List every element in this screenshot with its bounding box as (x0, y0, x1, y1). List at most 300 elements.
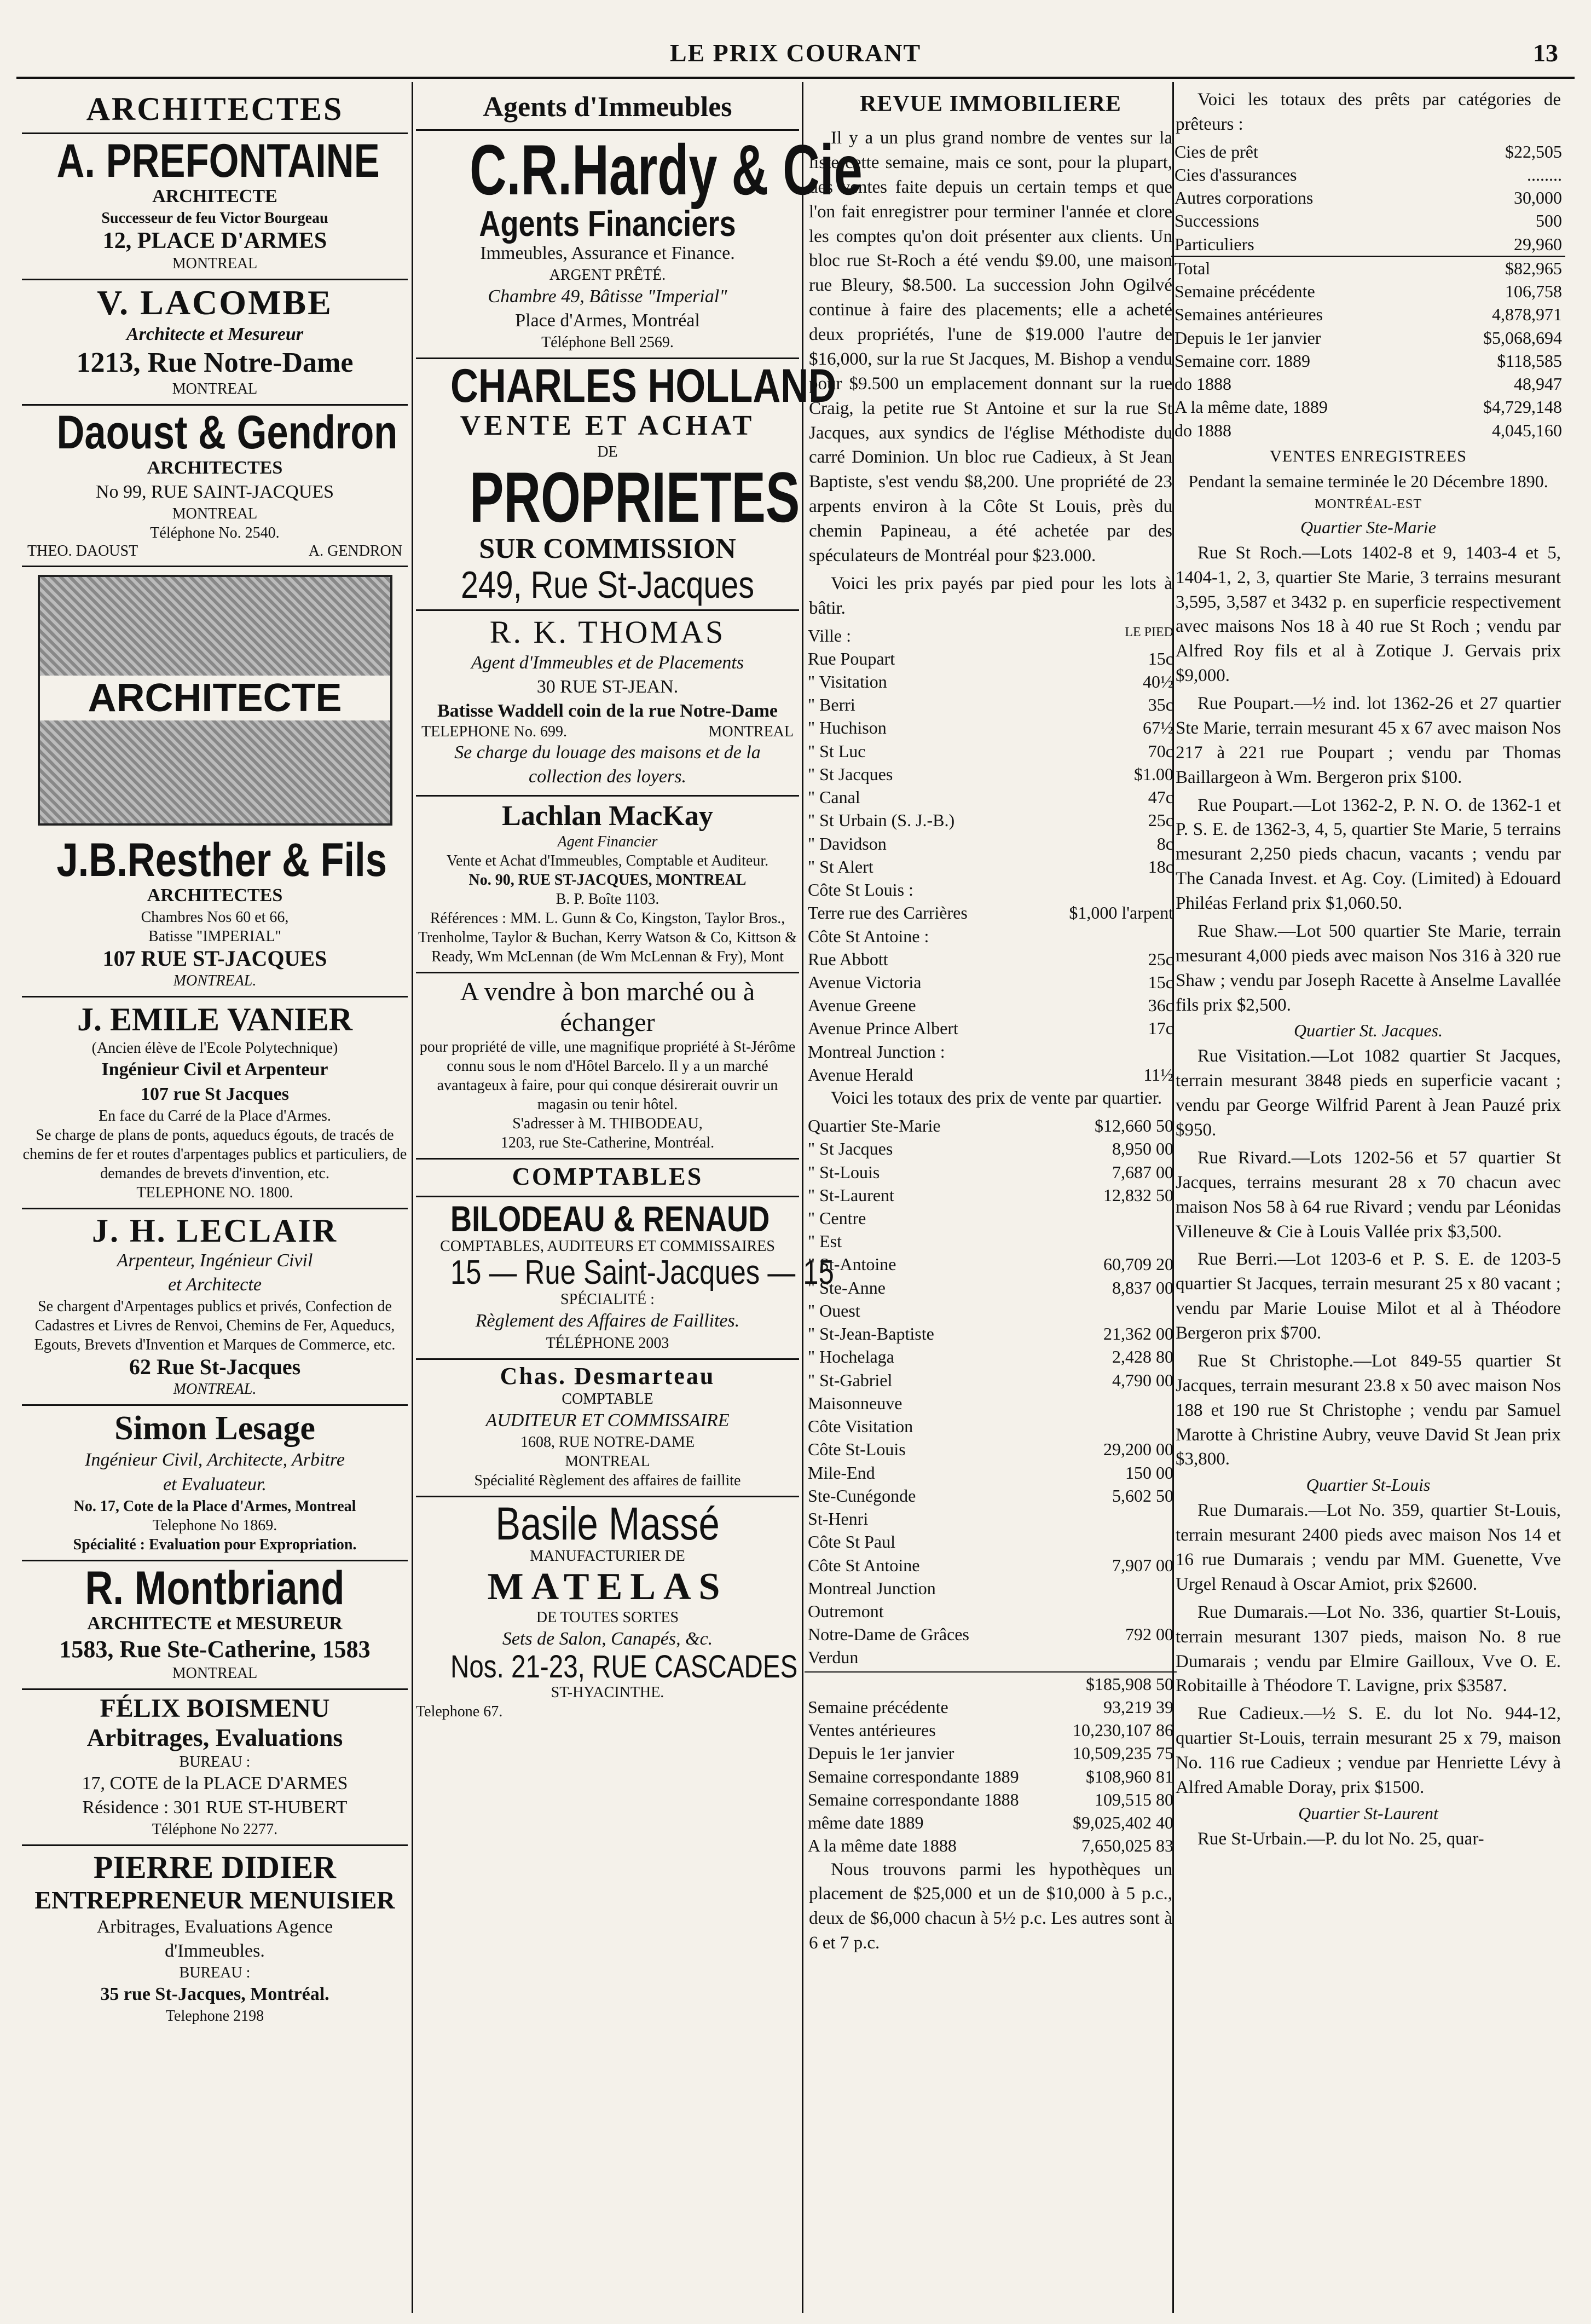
ad-mackay (416, 797, 799, 974)
table-row (805, 1461, 1177, 1484)
row-label: Depuis le 1er janvier (1175, 327, 1321, 348)
ad-phone: Telephone 2198 (165, 2008, 264, 2025)
row-value: 40½ (1143, 671, 1173, 691)
row-value: 60,709 20 (1103, 1254, 1173, 1275)
row-value: 150 00 (1125, 1462, 1173, 1483)
row-value: 8,837 00 (1112, 1277, 1173, 1297)
row-label: " Ouest (808, 1300, 860, 1320)
row-value: 93,219 39 (1103, 1697, 1173, 1717)
period-line: Pendant la semaine terminée le 20 Décembre 1890. (1188, 471, 1548, 491)
row-value: $22,505 (1505, 141, 1562, 162)
ad-line: BUREAU : (179, 1753, 251, 1771)
ad-resther (22, 833, 408, 997)
ad-address: 1213, Rue Notre-Dame (76, 347, 354, 379)
ad-line: Ingénieur Civil, Architecte, Arbitre (85, 1450, 345, 1470)
row-label: " St-Laurent (808, 1185, 894, 1205)
row-value: 7,687 00 (1112, 1162, 1173, 1182)
row-label: do 1888 (1175, 420, 1231, 440)
table-row (1171, 303, 1565, 326)
row-value: 500 (1536, 211, 1562, 231)
row-value: ........ (1527, 164, 1562, 184)
sales-totals-table (805, 1671, 1177, 1858)
row-label: Autres corporations (1175, 188, 1314, 208)
row-value: 21,362 00 (1103, 1324, 1173, 1344)
ad-daoust-gendron (22, 406, 408, 567)
row-value: 109,515 80 (1095, 1789, 1173, 1809)
table-row (805, 1137, 1177, 1160)
ad-name: Daoust & Gendron (56, 406, 398, 459)
section-heading-comptables (416, 1160, 799, 1198)
table-row (805, 1369, 1177, 1392)
table-row (1171, 372, 1565, 395)
row-value: $12,660 50 (1095, 1116, 1173, 1136)
table-row (805, 1719, 1177, 1741)
ad-line: En face du Carré de la Place d'Armes. (99, 1107, 331, 1124)
ad-holland (416, 359, 837, 611)
row-label: A la même date, 1889 (1175, 397, 1328, 417)
ad-prefontaine (22, 134, 408, 280)
section-heading-agents (416, 88, 799, 131)
ad-vanier (22, 997, 408, 1209)
ad-line: AUDITEUR ET COMMISSAIRE (485, 1410, 730, 1431)
ad-city: MONTREAL (172, 1664, 258, 1682)
row-value: $4,729,148 (1483, 397, 1562, 417)
row-label: " Berri (808, 695, 855, 715)
quarter-heading: Quartier Ste-Marie (1300, 517, 1436, 537)
row-label: " St-Gabriel (808, 1370, 893, 1390)
table-row (805, 1345, 1177, 1368)
row-label: Maisonneuve (808, 1393, 902, 1413)
ad-line: Vente et Achat d'Immeubles, Comptable et Auditeur. (446, 852, 769, 870)
table-row (1171, 256, 1565, 280)
ad-line: DE (597, 443, 618, 461)
ad-city: ST-HYACINTHE. (551, 1684, 664, 1702)
ad-line: Se chargent d'Arpentages publics et privés, Confection de Cadastres et Livres de Renvoi, Chemins de Fer, Aqueducs, Egouts, Brevets d'Invention et Marques de Commerce, etc. (34, 1298, 396, 1354)
row-label: Cies de prêt (1175, 141, 1258, 162)
table-row (805, 1392, 1177, 1415)
table-row (805, 786, 1177, 809)
table-row (805, 1741, 1177, 1764)
table-row (805, 1438, 1177, 1461)
ad-phone: TÉLÉPHONE 2003 (546, 1334, 669, 1352)
ad-name: J. H. LECLAIR (91, 1212, 338, 1249)
table-row (805, 1672, 1177, 1696)
table-row (805, 670, 1177, 693)
ad-name: Basile Massé (495, 1498, 720, 1550)
ad-banner: MATELAS (487, 1566, 728, 1608)
ad-title: Agents Financiers (479, 203, 736, 244)
row-label: Particuliers (1175, 234, 1254, 254)
ad-title: Architecte et Mesureur (126, 324, 303, 344)
row-label: " Huchison (808, 718, 887, 738)
table-row (805, 1114, 1177, 1137)
ad-montbriand (22, 1561, 408, 1690)
quarter-totals-table (805, 1114, 1177, 1669)
article-paragraph: Il y a un plus grand nombre de ventes sur la liste cette semaine, mais ce sont, pour la plupart, des ventes faite depuis un certain temps et que l'on fait enregistrer pour terminer l'année et clore les comptes qu'on doit présenter aux clients. Un bloc rue St-Roch a été vendu $9.00, une maison rue Bleury, $8.500. La succession John Ogilvé continue à faire des placements; elle a acheté deux propriétés, l'une de $19.000 l'autre de $16,000, sur la rue St Jacques, M. Bishop a vendu pour $9.500 un emplacement donnant sur la rue Craig, la petite rue St Antoine et sur la rue St Jacques, aux syndics de l'église Méthodiste du carré Dominion. Un bloc rue Cadieux, à St Jean Baptiste, s'est vendu $8,200. Une propriété de 23 arpents environ à la Côte St Louis, près du chemin Papineau, a été achetée par des spéculateurs de Montréal pour $23.000. (809, 128, 1172, 566)
row-value: $82,965 (1505, 258, 1562, 278)
table-row (805, 1484, 1177, 1507)
ad-line: Références : MM. L. Gunn & Co, Kingston, Taylor Bros., Trenholme, Taylor & Buchan, Kerry Watson & Co, Kittson & Ready, Wm McLennan (de Wm McLennan & Fry), Mont (418, 910, 797, 966)
ad-title: ENTREPRENEUR MENUISIER (34, 1885, 395, 1914)
ad-line: Règlement des Affaires de Faillites. (475, 1311, 740, 1331)
ad-name: C.R.Hardy & Cie (470, 129, 863, 210)
ad-address: 15 — Rue Saint-Jacques — 15 (450, 1254, 834, 1292)
partner-left: THEO. DAOUST (27, 543, 138, 560)
table-row (805, 1207, 1177, 1230)
row-label: Semaine précédente (1175, 281, 1315, 302)
row-label: Total (1175, 258, 1211, 278)
ad-city: MONTREAL. (173, 1381, 257, 1398)
article-title: REVUE IMMOBILIERE (860, 91, 1121, 117)
row-value: 12,832 50 (1103, 1185, 1173, 1205)
price-value: 11½ (1143, 1064, 1173, 1085)
table-row (805, 1299, 1177, 1322)
row-label: " St Urbain (S. J.-B.) (808, 810, 955, 831)
sale-entry: Rue Poupart.—Lot 1362-2, P. N. O. de 1362-1 et P. S. E. de 1362-3, 4, 5, quartier Ste Marie, 5 terrains mesurant 2,250 pieds chacun, vacants ; vendu par The Canada Invest. et Ag. Coy. (Limited) à Edouard Philéas Ferland prix $1,060.50. (1176, 795, 1561, 914)
sale-entry: Rue St Christophe.—Lot 849-55 quartier St Jacques, terrain mesurant 23.8 x 50 avec maison Nos 188 et 190 rue St Christophe ; vendu par Samuel Marotte à Christine Aubry, veuve David St Jean prix $3,800. (1176, 1351, 1561, 1469)
ad-line: Batisse Waddell coin de la rue Notre-Dame (437, 701, 778, 722)
row-value (1051, 1600, 1177, 1623)
table-row (805, 809, 1177, 832)
ad-phone: TELEPHONE No. 699. (421, 723, 567, 741)
row-value: 15c (1148, 972, 1173, 993)
row-value: 106,758 (1505, 281, 1562, 302)
ad-name: Chas. Desmarteau (500, 1362, 715, 1389)
row-value (1051, 1230, 1177, 1253)
row-value (1051, 1646, 1177, 1669)
table-row (805, 740, 1177, 763)
table-header-row (805, 624, 1177, 647)
row-value: 10,230,107 86 (1073, 1720, 1173, 1740)
table-subheader: Côte St Antoine : (808, 926, 929, 946)
row-value: 18c (1148, 856, 1173, 876)
row-label: " Hochelaga (808, 1347, 894, 1367)
ad-name: BILODEAU & RENAUD (450, 1198, 770, 1239)
row-value: 48,947 (1514, 374, 1562, 394)
ad-line: VENTE ET ACHAT (460, 410, 755, 442)
ad-line: SPÉCIALITÉ : (560, 1291, 655, 1308)
ad-line: Spécialité : Evaluation pour Expropriation. (73, 1536, 357, 1553)
column-rule-2 (802, 82, 803, 2313)
row-label: Outremont (808, 1601, 884, 1621)
ad-title: Ingénieur Civil et Arpenteur (101, 1059, 328, 1080)
ad-address: 12, PLACE D'ARMES (102, 228, 327, 254)
table-row (805, 1554, 1177, 1577)
ad-name: A vendre à bon marché ou à échanger (460, 977, 755, 1037)
table-row (1171, 209, 1565, 232)
sale-entry: Rue Rivard.—Lots 1202-56 et 57 quartier St Jacques, terrains mesurant 28 x 70 chacun avec maison Nos 58 à 64 rue Rivard ; vendu par Léonidas Villeneuve & Cie à Louis Vallée prix $3,500. (1176, 1147, 1561, 1242)
ad-address: Nos. 21-23, RUE CASCADES (450, 1649, 798, 1685)
row-label: Avenue Prince Albert (808, 1018, 958, 1039)
row-value: 7,650,025 83 (1081, 1836, 1173, 1856)
ad-address: 62 Rue St-Jacques (129, 1354, 301, 1380)
ad-title: ARCHITECTES (147, 885, 283, 906)
table-row (805, 1600, 1177, 1623)
newspaper-title: LE PRIX COURANT (669, 39, 922, 67)
ad-address: No. 90, RUE ST-JACQUES, MONTREAL (468, 872, 747, 889)
row-value: 25c (1148, 949, 1173, 969)
row-value (1051, 1577, 1177, 1600)
row-value: 4,790 00 (1112, 1370, 1173, 1390)
table-row (805, 1253, 1177, 1276)
row-label: Notre-Dame de Grâces (808, 1624, 969, 1645)
ad-title: ARCHITECTE et MESUREUR (87, 1613, 343, 1634)
sale-entry: Rue Berri.—Lot 1203-6 et P. S. E. de 1203-5 quartier St Jacques, terrain mesurant 25 x 80 vacant ; vendu par Marie Louise Milot et al à Théodore Bergeron prix $700. (1176, 1249, 1561, 1343)
article-paragraph: Voici les prix payés par pied pour les lots à bâtir. (809, 573, 1172, 618)
row-label: Rue Abbott (808, 949, 888, 969)
table-row (805, 948, 1177, 971)
row-value: $1.00 (1134, 764, 1173, 784)
sale-entry: Rue Visitation.—Lot 1082 quartier St Jacques, terrain mesurant 3848 pieds en superficie vacant ; vendu par George Wilfrid Parent à Jean Pauzé prix $950. (1176, 1046, 1561, 1140)
row-label: " Centre (808, 1208, 866, 1228)
ad-line: Arbitrages, Evaluations Agence (96, 1916, 333, 1937)
row-label: Cies d'assurances (1175, 164, 1297, 184)
table-row (805, 1765, 1177, 1788)
row-label: Montreal Junction (808, 1578, 936, 1598)
article-paragraph: Nous trouvons parmi les hypothèques un placement de $25,000 et un de $10,000 à 5 p.c., deux de $6,000 chacun à 5½ p.c. Les autres sont à 6 et 7 p.c. (809, 1859, 1172, 1953)
table-row (805, 1530, 1177, 1553)
ad-line: B. P. Boîte 1103. (556, 891, 659, 908)
quarter-heading: Quartier St-Laurent (1298, 1803, 1438, 1823)
row-value: 15c (1148, 648, 1173, 668)
table-row (1171, 140, 1565, 163)
section-heading-ventes: VENTES ENREGISTREES (1270, 447, 1467, 465)
article-paragraph: Voici les totaux des prix de vente par quartier. (831, 1088, 1162, 1109)
row-value: 10,509,235 75 (1073, 1743, 1173, 1763)
header-rule (16, 77, 1575, 79)
row-value: 67½ (1143, 718, 1173, 738)
ad-title: COMPTABLE (562, 1390, 653, 1408)
row-value (1051, 1207, 1177, 1230)
row-value: 35c (1148, 695, 1173, 715)
ad-address: 17, COTE de la PLACE D'ARMES (82, 1773, 348, 1794)
ad-line: DE TOUTES SORTES (536, 1609, 679, 1627)
ad-title: Arbitrages, Evaluations (86, 1723, 343, 1751)
ad-line: Se charge de plans de ponts, aqueducs égouts, de tracés de chemins de fer et routes d'arpentages publics et particuliers, de demandes de brevets d'invention, etc. (22, 1126, 407, 1182)
row-label: " St Jacques (808, 1139, 893, 1159)
sale-entry: Rue Dumarais.—Lot No. 336, quartier St-Louis, terrain mesurant 1307 pieds, maison No. 8 rue Dumarais ; vendu par Elmire Gailloux, Vve O. E. Robitaille à Théodore T. Lavigne, prix $3587. (1176, 1602, 1561, 1696)
sale-entry: Rue St-Urbain.—P. du lot No. 25, quar- (1197, 1829, 1484, 1849)
row-label: Quartier Ste-Marie (808, 1116, 941, 1136)
ad-line: Résidence : 301 RUE ST-HUBERT (82, 1797, 348, 1818)
ad-name: J.B.Resther & Fils (56, 834, 387, 887)
ad-line: MANUFACTURIER DE (530, 1548, 685, 1565)
table-row (805, 1788, 1177, 1811)
ad-address: 1608, RUE NOTRE-DAME (520, 1434, 695, 1451)
row-value: 17c (1148, 1018, 1173, 1039)
ad-didier (22, 1846, 408, 2031)
ad-address: No. 17, Cote de la Place d'Armes, Montreal (73, 1497, 356, 1515)
row-value: 30,000 (1514, 188, 1562, 208)
row-value: $108,960 81 (1086, 1766, 1173, 1786)
price-value: $1,000 l'arpent (1069, 903, 1173, 923)
table-row (805, 1322, 1177, 1345)
ad-phone: Téléphone Bell 2569. (541, 334, 674, 351)
ad-name: CHARLES HOLLAND (450, 360, 837, 413)
row-label: Côte St Antoine (808, 1555, 920, 1575)
row-value: $5,068,694 (1483, 327, 1562, 348)
row-label: Côte Visitation (808, 1416, 913, 1437)
table-row (805, 1184, 1177, 1207)
table-row (805, 1623, 1177, 1646)
row-label: St-Henri (808, 1509, 869, 1529)
ad-city: MONTREAL (708, 723, 794, 741)
row-value (1051, 1392, 1177, 1415)
row-label: " St-Louis (808, 1162, 880, 1182)
ad-city: MONTREAL (172, 380, 258, 397)
ad-address: 107 RUE ST-JACQUES (102, 946, 327, 971)
ad-phone: Téléphone No 2277. (152, 1821, 278, 1838)
ad-line: ARGENT PRÊTÉ. (549, 266, 666, 284)
table-row (1171, 326, 1565, 349)
quarter-heading: Quartier St-Louis (1306, 1475, 1431, 1495)
row-value: 29,200 00 (1103, 1439, 1173, 1460)
ad-leclair (22, 1209, 408, 1406)
ad-lesage (22, 1406, 408, 1561)
row-value: 29,960 (1514, 234, 1562, 254)
table-row (805, 1230, 1177, 1253)
row-label: " Est (808, 1231, 842, 1252)
section-title: ARCHITECTES (86, 91, 344, 127)
table-row (805, 716, 1177, 739)
table-row (1171, 163, 1565, 186)
row-value: 47c (1148, 787, 1173, 808)
ad-name: R. Montbriand (85, 1561, 345, 1614)
row-label: Avenue Greene (808, 995, 916, 1016)
ad-title: ARCHITECTE (152, 186, 277, 206)
row-label: même date 1889 (808, 1813, 924, 1833)
ad-phone: TELEPHONE NO. 1800. (136, 1184, 293, 1201)
table-row (1171, 186, 1565, 209)
table-row (805, 1507, 1177, 1530)
ad-address: 1203, rue Ste-Catherine, Montréal. (500, 1134, 715, 1151)
ad-name: R. K. THOMAS (489, 614, 726, 650)
row-value: 5,602 50 (1112, 1485, 1173, 1506)
ad-thomas (416, 611, 799, 797)
row-label: Ventes antérieures (808, 1720, 936, 1740)
row-value: $9,025,402 40 (1073, 1813, 1173, 1833)
ad-title: ARCHITECTES (147, 457, 283, 478)
table-row (805, 1063, 1177, 1086)
table-row (1171, 280, 1565, 303)
section-title: Agents d'Immeubles (483, 91, 732, 123)
ad-name: Lachlan MacKay (502, 800, 713, 832)
table-row (805, 1646, 1177, 1669)
row-label: Successions (1175, 211, 1259, 231)
column-loans-and-sales (1171, 88, 1565, 2313)
row-label: " St Luc (808, 741, 866, 761)
row-label: Verdun (808, 1647, 859, 1668)
loan-totals-table (1171, 256, 1565, 442)
ad-line: Batisse "IMPERIAL" (148, 928, 281, 945)
row-value (1051, 1530, 1177, 1553)
table-row (805, 994, 1177, 1017)
ad-masse (416, 1497, 799, 1727)
ad-city: MONTREAL (565, 1453, 650, 1470)
table-row (1171, 349, 1565, 372)
street-name: Terre rue des Carrières (808, 903, 968, 923)
ad-address: 249, Rue St-Jacques (460, 563, 755, 606)
row-label: Semaine précédente (808, 1697, 948, 1717)
ad-phone: Telephone No 1869. (152, 1516, 277, 1534)
column-rule-1 (412, 82, 413, 2313)
row-value: 4,878,971 (1492, 304, 1562, 325)
row-label: do 1888 (1175, 374, 1231, 394)
row-value: 2,428 80 (1112, 1347, 1173, 1367)
ad-name: A. PREFONTAINE (56, 135, 380, 187)
column-revue-immobiliere (805, 88, 1177, 2313)
row-value: 7,907 00 (1112, 1555, 1173, 1575)
sale-entry: Rue St Roch.—Lots 1402-8 et 9, 1403-4 et 5, 1404-1, 2, 3, quartier Ste Marie, 3 terrains mesurant 3,595, 3,587 et 3432 p. en superficie respectivement avec maisons Nos 18 à 40 rue St Roch ; vendu par Alfred Roy fils et al à Zotique J. Gervais prix $9,000. (1176, 543, 1561, 686)
ad-city: MONTREAL (172, 255, 258, 273)
ad-address: 107 rue St Jacques (140, 1083, 290, 1104)
ad-name: FÉLIX BOISMENU (100, 1693, 330, 1723)
row-value (1051, 1507, 1177, 1530)
ad-desmarteau (416, 1360, 799, 1498)
row-label: " Ste-Anne (808, 1277, 886, 1297)
row-label: Côte St-Louis (808, 1439, 906, 1460)
ad-line: et Architecte (168, 1274, 262, 1295)
table-row (805, 1276, 1177, 1299)
ad-line: Arpenteur, Ingénieur Civil (117, 1250, 313, 1271)
section-heading-architects (22, 88, 408, 134)
row-label: Rue Poupart (808, 648, 895, 668)
table-row (805, 1811, 1177, 1834)
ad-line: (Ancien élève de l'Ecole Polytechnique) (91, 1040, 338, 1057)
ad-line: Spécialité Règlement des affaires de faillite (474, 1472, 741, 1490)
table-row (805, 763, 1177, 786)
table-row (805, 901, 1177, 924)
table-subheader: Montreal Junction : (808, 1041, 945, 1062)
ad-line: Agent d'Immeubles et de Placements (471, 652, 744, 673)
row-value: $185,908 50 (1086, 1674, 1173, 1694)
row-label: " St Alert (808, 856, 873, 876)
table-subheader: Côte St Louis : (808, 880, 913, 900)
row-label: A la même date 1888 (808, 1836, 957, 1856)
row-value: 4,045,160 (1492, 420, 1562, 440)
engraving-label: ARCHITECTE (40, 676, 390, 720)
row-value: 792 00 (1125, 1624, 1173, 1645)
table-row (805, 855, 1177, 878)
row-label: Semaine correspondante 1888 (808, 1789, 1019, 1809)
row-label: Semaines antérieures (1175, 304, 1323, 325)
ad-line: pour propriété de ville, une magnifique propriété à St-Jérôme connu sous le nom d'Hôtel Barcelo. Il y a un marché avantageux à faire, pour qui conque désirerait ouvrir un magasin ou tenir hôtel. (419, 1038, 796, 1113)
row-value: 36c (1148, 995, 1173, 1016)
row-label: " Davidson (808, 833, 887, 854)
table-row (805, 971, 1177, 994)
table-row (805, 1834, 1177, 1857)
ad-line: BUREAU : (179, 1964, 251, 1982)
ad-name: PIERRE DIDIER (93, 1849, 337, 1885)
table-row (805, 1577, 1177, 1600)
table-row (805, 1696, 1177, 1719)
row-value (1051, 1299, 1177, 1322)
ad-line: et Evaluateur. (163, 1474, 267, 1495)
table-row (805, 1161, 1177, 1184)
ad-address: 35 rue St-Jacques, Montréal. (100, 1984, 329, 2005)
table-row (1171, 233, 1565, 256)
ad-address: 1583, Rue Ste-Catherine, 1583 (59, 1636, 371, 1663)
row-label: " Visitation (808, 671, 887, 691)
section-title: COMPTABLES (512, 1162, 703, 1190)
table-row (1171, 395, 1565, 418)
ad-city: MONTREAL. (173, 972, 257, 990)
ad-phone: Telephone 67. (416, 1703, 503, 1721)
row-value: $118,585 (1497, 350, 1562, 371)
ad-address: Place d'Armes, Montréal (515, 310, 700, 331)
row-label: " St-Antoine (808, 1254, 896, 1275)
table-row (805, 1017, 1177, 1040)
